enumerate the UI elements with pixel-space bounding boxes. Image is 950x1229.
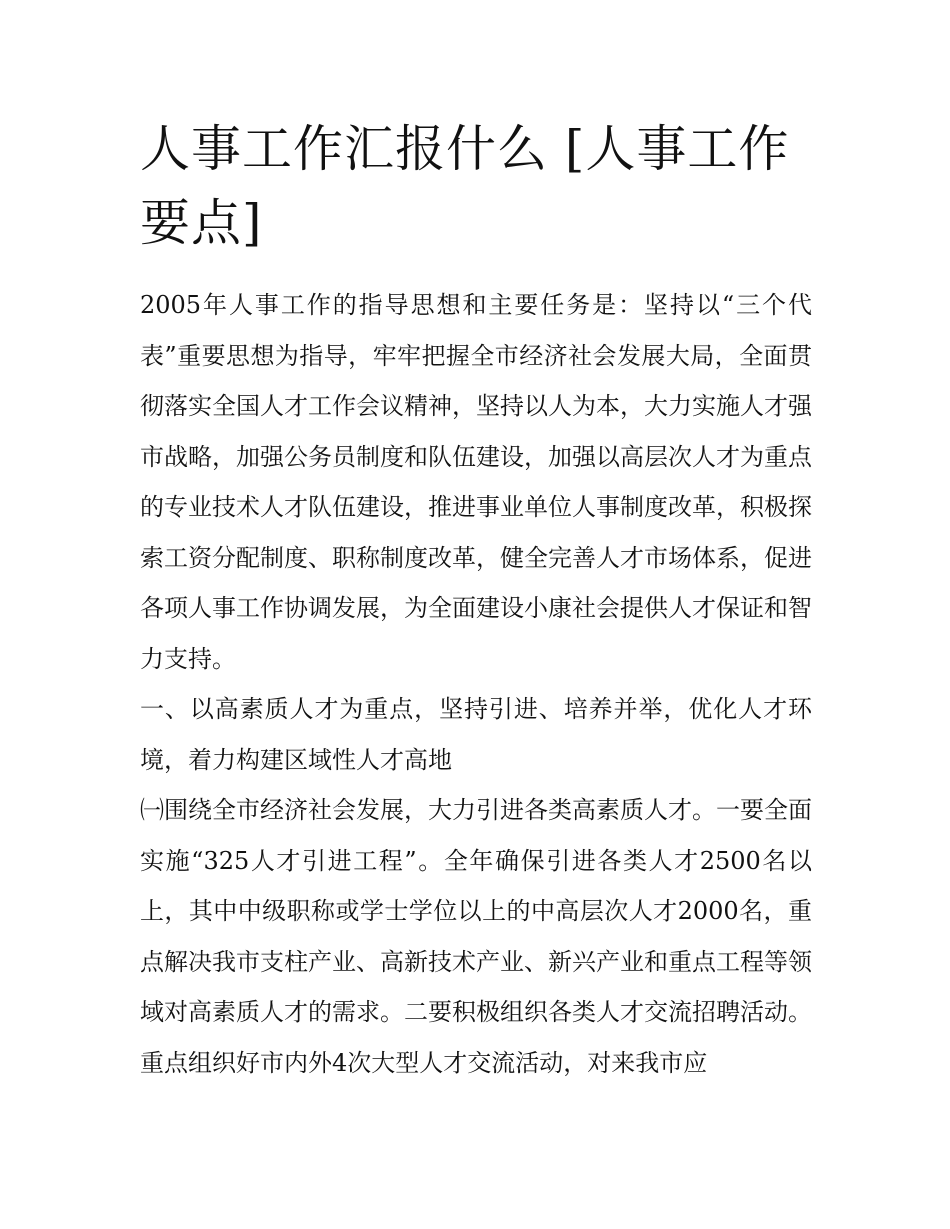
- paragraph-talent-introduction: ㈠围绕全市经济社会发展，大力引进各类高素质人才。一要全面实施“325人才引进工程”。全年确保引进各类人才2500名以上，其中中级职称或学士学位以上的中高层次人才2000名，重点解决我市支柱产业、高新技术产业、新兴产业和重点工程等领域对高素质人才的需求。二要积极组织各类人才交流招聘活动。重点组织好市内外4次大型人才交流活动，对来我市应: [140, 796, 812, 1077]
- document-title: 人事工作汇报什么 [人事工作要点]: [140, 120, 790, 252]
- paragraph-guiding-ideology: 2005年人事工作的指导思想和主要任务是：坚持以“三个代表”重要思想为指导，牢牢把握全市经济社会发展大局，全面贯彻落实全国人才工作会议精神，坚持以人为本，大力实施人才强市战略，加强公务员制度和队伍建设，加强以高层次人才为重点的专业技术人才队伍建设，推进事业单位人事制度改革，积极探索工资分配制度、职称制度改革，健全完善人才市场体系，促进各项人事工作协调发展，为全面建设小康社会提供人才保证和智力支持。: [140, 291, 812, 673]
- section-heading-one: 一、以高素质人才为重点，坚持引进、培养并举，优化人才环境，着力构建区域性人才高地: [140, 695, 812, 774]
- document-body: [140, 280, 812, 1088]
